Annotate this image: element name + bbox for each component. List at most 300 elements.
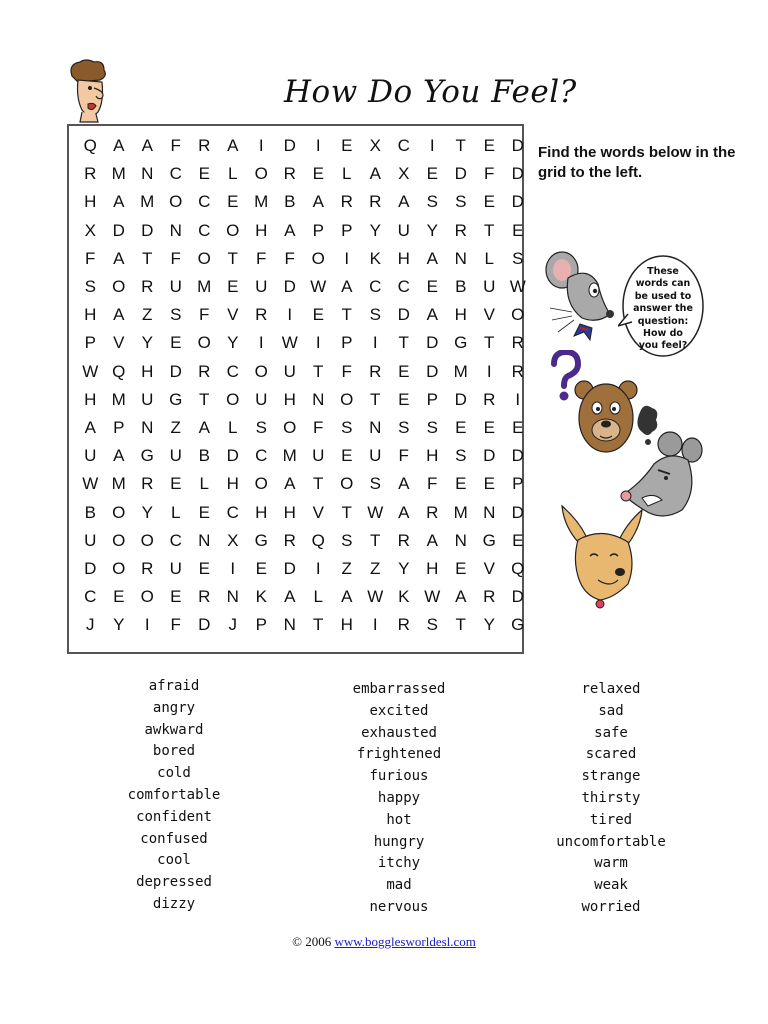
grid-letter: E (483, 474, 495, 494)
grid-letter: F (256, 248, 267, 268)
word-list-item: itchy (377, 855, 421, 872)
word-list-item: thirsty (581, 789, 641, 806)
grid-letter: E (398, 361, 410, 381)
word-list-item: uncomfortable (556, 833, 666, 850)
grid-letter: F (170, 615, 181, 635)
grid-row (76, 362, 532, 382)
grid-letter: R (369, 192, 382, 212)
grid-letter: S (455, 192, 467, 212)
grid-letter: Y (426, 220, 438, 240)
grid-letter: T (341, 305, 352, 325)
grid-letter: R (255, 305, 268, 325)
grid-letter: C (255, 446, 268, 466)
grid-letter: K (255, 587, 267, 607)
grid-letter: O (112, 502, 126, 522)
grid-letter: U (483, 277, 496, 296)
grid-letter: R (84, 164, 97, 184)
grid-letter: D (141, 220, 154, 240)
grid-letter: U (169, 446, 182, 466)
grid-letter: C (397, 136, 410, 155)
grid-letter: R (397, 615, 410, 635)
grid-letter: S (512, 248, 524, 268)
grid-letter: H (255, 220, 268, 240)
word-list-item: strange (581, 768, 641, 785)
word-list-item: weak (594, 877, 628, 894)
grid-letter: H (340, 615, 353, 635)
word-list-item: awkward (144, 721, 204, 738)
grid-letter: T (341, 502, 352, 522)
grid-letter: V (227, 305, 239, 325)
grid-letter: R (483, 389, 496, 409)
grid-letter: A (398, 192, 410, 212)
grid-letter: R (511, 333, 524, 353)
grid-row (76, 305, 532, 325)
grid-letter: R (198, 587, 211, 607)
grid-letter: I (315, 559, 321, 578)
grid-letter: R (141, 277, 154, 296)
grid-letter: N (141, 164, 154, 184)
grid-letter: U (283, 361, 296, 381)
grid-letter: A (141, 136, 153, 155)
grid-letter: N (141, 418, 154, 437)
grid-letter: F (398, 446, 409, 466)
grid-letter: R (511, 361, 524, 381)
grid-letter: G (482, 530, 496, 550)
grid-letter: O (112, 559, 126, 578)
grid-letter: L (199, 474, 209, 494)
grid-letter: E (341, 136, 353, 155)
speech-bubble-line: words can (635, 278, 691, 290)
grid-letter: V (483, 305, 495, 325)
grid-letter: U (397, 220, 410, 240)
grid-letter: I (287, 305, 293, 325)
grid-letter: E (483, 418, 495, 437)
grid-letter: O (340, 474, 354, 494)
grid-letter: T (484, 333, 495, 353)
word-list-item: nervous (369, 898, 429, 915)
grid-letter: Z (341, 559, 352, 578)
grid-letter: D (426, 361, 439, 381)
grid-letter: H (283, 389, 296, 409)
grid-letter: O (169, 192, 183, 212)
word-list-item: relaxed (581, 681, 641, 697)
grid-row (76, 446, 532, 466)
grid-row (76, 333, 532, 353)
grid-letter: R (426, 502, 439, 522)
grid-letter: D (84, 559, 97, 578)
word-list-item: safe (594, 724, 628, 741)
grid-letter: U (312, 446, 325, 466)
grid-letter: E (398, 389, 410, 409)
word-list-item: worried (581, 898, 641, 915)
grid-letter: E (198, 164, 210, 184)
grid-letter: I (315, 136, 321, 155)
boy-head-illustration (64, 58, 114, 124)
grid-letter: P (255, 615, 267, 635)
grid-letter: D (511, 446, 524, 466)
grid-letter: X (84, 220, 96, 240)
grid-letter: A (426, 248, 438, 268)
grid-row (76, 192, 532, 212)
grid-letter: A (284, 474, 296, 494)
grid-letter: T (313, 474, 324, 494)
grid-letter: R (369, 361, 382, 381)
word-list-item: hot (386, 811, 412, 828)
grid-letter: F (427, 474, 438, 494)
grid-letter: E (512, 530, 524, 550)
grid-letter: P (512, 474, 524, 494)
grid-letter: C (198, 220, 211, 240)
grid-letter: B (198, 446, 210, 466)
grid-letter: S (84, 277, 96, 296)
word-list-item: mad (386, 877, 412, 894)
grid-letter: U (169, 559, 182, 578)
word-list-item: bored (152, 743, 196, 760)
page-title: How Do You Feel? (284, 74, 577, 110)
grid-letter: R (483, 587, 496, 607)
grid-letter: E (512, 220, 524, 240)
grid-letter: S (341, 418, 353, 437)
grid-letter: G (454, 333, 468, 353)
grid-letter: H (426, 446, 439, 466)
grid-letter: H (426, 559, 439, 578)
grid-letter: A (341, 587, 353, 607)
grid-letter: Y (141, 502, 153, 522)
grid-letter: F (170, 248, 181, 268)
grid-letter: I (515, 389, 521, 409)
grid-letter: D (283, 559, 296, 578)
grid-letter: D (454, 389, 467, 409)
grid-letter: E (483, 192, 495, 212)
grid-letter: N (454, 530, 467, 550)
grid-letter: P (341, 220, 353, 240)
grid-row (76, 531, 532, 551)
word-list-item: afraid (148, 678, 200, 694)
grid-letter: T (227, 248, 238, 268)
grid-letter: W (310, 277, 327, 296)
grid-letter: L (313, 587, 323, 607)
grid-letter: J (86, 615, 95, 635)
instructions-text: Find the words below in the grid to the left. (538, 144, 736, 181)
grid-letter: F (284, 248, 295, 268)
grid-letter: R (340, 192, 353, 212)
grid-letter: F (85, 248, 96, 268)
grid-letter: T (455, 136, 466, 155)
grid-letter: D (169, 361, 182, 381)
grid-letter: N (226, 587, 239, 607)
grid-letter: O (197, 333, 211, 353)
grid-letter: W (82, 361, 99, 381)
grid-letter: O (197, 248, 211, 268)
word-list-item: hungry (373, 833, 425, 850)
grid-letter: O (140, 530, 154, 550)
grid-letter: H (283, 502, 296, 522)
grid-letter: F (313, 418, 324, 437)
grid-letter: B (84, 502, 96, 522)
grid-row (76, 418, 532, 438)
grid-letter: S (455, 446, 467, 466)
grid-letter: C (397, 277, 410, 296)
grid-letter: I (258, 136, 264, 155)
grid-letter: P (426, 389, 438, 409)
grid-letter: M (453, 361, 468, 381)
grid-letter: E (512, 418, 524, 437)
grid-row (76, 503, 532, 523)
grid-letter: Z (142, 305, 153, 325)
grid-letter: U (84, 446, 97, 466)
grid-letter: E (483, 136, 495, 155)
grid-letter: E (312, 164, 324, 184)
grid-letter: A (284, 220, 296, 240)
grid-letter: D (511, 587, 524, 607)
speech-bubble-line: answer the (633, 303, 693, 315)
grid-letter: T (398, 333, 409, 353)
grid-letter: N (483, 502, 496, 522)
grid-letter: R (283, 164, 296, 184)
grid-letter: U (169, 277, 182, 296)
grid-letter: D (454, 164, 467, 184)
grid-letter: P (341, 333, 353, 353)
grid-letter: A (455, 587, 467, 607)
grid-letter: O (311, 248, 325, 268)
grid-letter: D (283, 277, 296, 296)
grid-row (76, 615, 532, 635)
grid-letter: G (169, 389, 183, 409)
grid-letter: T (313, 361, 324, 381)
word-list-item: furious (369, 768, 429, 785)
grid-letter: E (426, 277, 438, 296)
grid-letter: N (283, 615, 296, 635)
grid-letter: A (312, 192, 324, 212)
grid-row (76, 587, 532, 607)
grid-letter: S (426, 418, 438, 437)
dog-illustration (558, 502, 646, 612)
grid-letter: N (169, 220, 182, 240)
word-list-item: cold (157, 765, 191, 782)
grid-letter: J (228, 615, 237, 635)
grid-letter: H (84, 389, 97, 409)
grid-letter: C (169, 164, 182, 184)
grid-letter: M (453, 502, 468, 522)
grid-letter: M (140, 192, 155, 212)
grid-letter: E (198, 502, 210, 522)
grid-letter: A (369, 164, 381, 184)
word-list-item: frightened (356, 746, 442, 763)
grid-letter: U (255, 389, 268, 409)
grid-letter: O (226, 220, 240, 240)
grid-letter: N (198, 530, 211, 550)
grid-letter: A (398, 474, 410, 494)
grid-letter: E (255, 559, 267, 578)
speech-bubble-line: be used to (634, 290, 692, 302)
grid-letter: O (112, 530, 126, 550)
grid-letter: E (341, 446, 353, 466)
grid-letter: O (511, 305, 525, 325)
grid-letter: Y (227, 333, 239, 353)
grid-letter: W (367, 587, 384, 607)
grid-letter: S (255, 418, 267, 437)
grid-letter: E (227, 192, 239, 212)
grid-letter: D (511, 136, 524, 155)
grid-letter: T (142, 248, 153, 268)
grid-letter: H (454, 305, 467, 325)
grid-letter: E (198, 559, 210, 578)
grid-letter: B (455, 277, 467, 296)
word-list-item: scared (585, 746, 637, 763)
word-list-column-3 (536, 679, 686, 919)
grid-letter: O (283, 418, 297, 437)
grid-letter: R (198, 136, 211, 155)
grid-letter: E (170, 333, 182, 353)
word-list-item: dizzy (152, 895, 196, 912)
grid-letter: V (312, 502, 324, 522)
grid-letter: D (511, 502, 524, 522)
grid-letter: A (398, 502, 410, 522)
grid-letter: M (282, 446, 297, 466)
grid-letter: P (113, 418, 125, 437)
grid-letter: U (141, 389, 154, 409)
grid-letter: D (226, 446, 239, 466)
grid-letter: R (141, 474, 154, 494)
grid-letter: I (344, 248, 350, 268)
grid-row (76, 249, 532, 269)
grid-letter: T (484, 220, 495, 240)
grid-letter: H (84, 192, 97, 212)
grid-letter: W (82, 474, 99, 494)
word-list-item: depressed (136, 874, 212, 891)
grid-letter: V (113, 333, 125, 353)
speech-bubble-line: question: (637, 315, 689, 327)
copyright-text: © 2006 (292, 934, 332, 949)
grid-letter: Z (170, 418, 181, 437)
grid-letter: D (511, 164, 524, 184)
grid-letter: D (283, 136, 296, 155)
grid-letter: D (198, 615, 211, 635)
grid-letter: D (511, 192, 524, 212)
grid-letter: H (141, 361, 154, 381)
grid-letter: H (255, 502, 268, 522)
grid-letter: Q (311, 530, 325, 550)
grid-letter: E (170, 474, 182, 494)
grid-letter: E (455, 418, 467, 437)
grid-letter: A (284, 587, 296, 607)
word-search-grid (67, 124, 524, 654)
speech-bubble-line: you feel? (638, 340, 688, 352)
grid-letter: E (455, 474, 467, 494)
grid-letter: F (170, 136, 181, 155)
grid-letter: A (113, 305, 125, 325)
word-list-item: embarrassed (352, 681, 446, 697)
grid-letter: U (84, 530, 97, 550)
grid-letter: L (484, 248, 494, 268)
grid-letter: D (112, 220, 125, 240)
grid-letter: E (227, 277, 239, 296)
website-link[interactable]: www.bogglesworldesl.com (334, 934, 476, 949)
grid-letter: I (230, 559, 236, 578)
grid-letter: S (369, 305, 381, 325)
grid-letter: F (484, 164, 495, 184)
grid-letter: M (111, 474, 126, 494)
grid-letter: O (112, 277, 126, 296)
grid-letter: S (426, 615, 438, 635)
grid-row (76, 164, 532, 184)
grid-letter: C (198, 192, 211, 212)
word-list-item: happy (377, 789, 421, 806)
grid-letter: A (113, 446, 125, 466)
grid-letter: I (372, 615, 378, 635)
grid-letter: I (258, 333, 264, 353)
grid-letter: A (426, 305, 438, 325)
grid-row (76, 559, 532, 579)
grid-letter: E (170, 587, 182, 607)
grid-row (76, 474, 532, 494)
grid-letter: L (171, 502, 181, 522)
grid-letter: K (369, 248, 381, 268)
speech-bubble-line: These (647, 266, 679, 277)
grid-letter: Q (112, 361, 126, 381)
grid-letter: L (228, 418, 238, 437)
grid-letter: L (342, 164, 352, 184)
grid-letter: M (111, 164, 126, 184)
grid-letter: D (397, 305, 410, 325)
speech-bubble-line: How do (643, 328, 683, 340)
grid-letter: F (199, 305, 210, 325)
grid-letter: R (397, 530, 410, 550)
grid-letter: N (454, 248, 467, 268)
grid-letter: A (227, 136, 239, 155)
grid-letter: A (341, 277, 353, 296)
word-list-item: warm (594, 855, 628, 872)
grid-letter: X (398, 164, 410, 184)
grid-letter: S (369, 474, 381, 494)
word-list-item: exhausted (361, 724, 437, 741)
grid-letter: H (226, 474, 239, 494)
grid-letter: M (111, 389, 126, 409)
grid-letter: S (426, 192, 438, 212)
grid-letter: G (140, 446, 154, 466)
grid-letter: F (341, 361, 352, 381)
grid-letter: O (254, 474, 268, 494)
grid-letter: O (254, 164, 268, 184)
grid-letter: Y (141, 333, 153, 353)
grid-letter: T (313, 615, 324, 635)
grid-letter: T (370, 389, 381, 409)
grid-letter: C (84, 587, 97, 607)
grid-row (76, 390, 532, 410)
grid-letter: X (227, 530, 239, 550)
word-list-item: confident (136, 808, 212, 825)
grid-letter: A (198, 418, 210, 437)
word-list-column-1 (99, 676, 249, 916)
grid-row (76, 221, 532, 241)
grid-letter: X (369, 136, 381, 155)
grid-letter: V (483, 559, 495, 578)
grid-letter: O (254, 361, 268, 381)
grid-letter: W (367, 502, 384, 522)
grid-letter: C (226, 502, 239, 522)
grid-letter: R (283, 530, 296, 550)
grid-letter: Y (483, 615, 495, 635)
grid-letter: E (455, 559, 467, 578)
grid-letter: Q (511, 559, 525, 578)
grid-letter: I (429, 136, 435, 155)
grid-letter: N (369, 418, 382, 437)
grid-letter: A (426, 530, 438, 550)
grid-letter: O (226, 389, 240, 409)
grid-letter: U (255, 277, 268, 296)
grid-letter: E (113, 587, 125, 607)
grid-letter: R (198, 361, 211, 381)
